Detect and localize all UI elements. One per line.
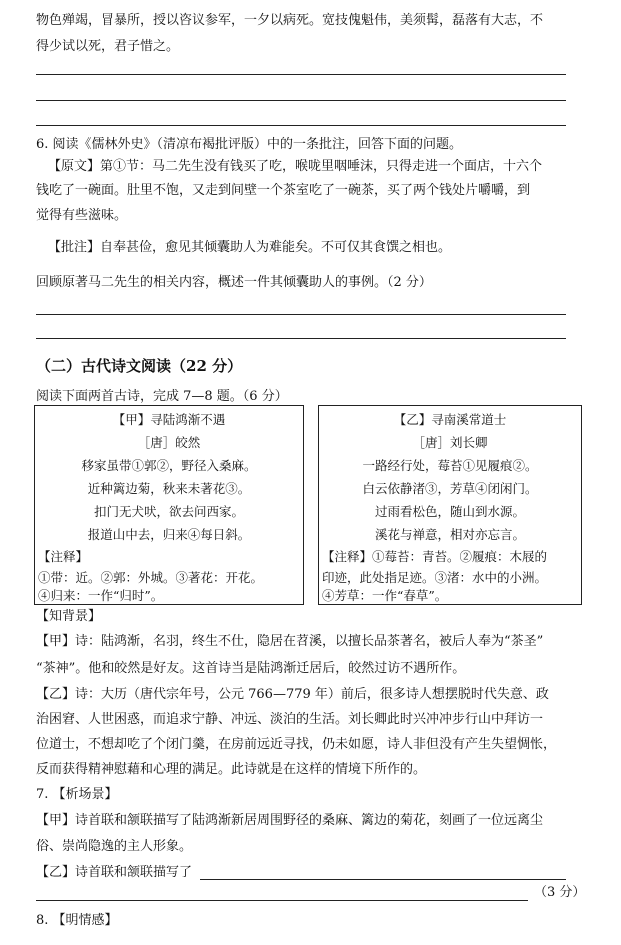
section-instruction: 阅读下面两首古诗，完成 7—8 题。（6 分）: [36, 389, 288, 404]
annotation-label: 【批注】: [48, 240, 101, 255]
q6-task: 回顾原著马二先生的相关内容，概述一件其倾囊助人的事例。（2 分）: [36, 275, 432, 290]
answer-line[interactable]: [36, 338, 566, 339]
poem-b-notes-label: 【注释】: [322, 549, 373, 564]
background-yi-3: 位道士，不想却吃了个闭门羹，在房前远近寻找，仍未如愿，诗人非但没有产生失望惆怅，: [36, 737, 557, 752]
original-label: 【原文】: [48, 159, 101, 174]
poem-b-title: 【乙】寻南溪常道士: [393, 412, 507, 427]
answer-line[interactable]: [36, 314, 566, 315]
poem-a-line-3: 扣门无犬吠，欲去问西家。: [93, 504, 244, 519]
answer-line[interactable]: [36, 100, 566, 101]
poem-a-note-1: ①带：近。②郭：外城。③著花：开花。: [38, 570, 264, 585]
q6-annotation: [48, 239, 451, 257]
background-yi-1: 【乙】诗：大历（唐代宗年号，公元 766—779 年）前后，很多诗人想摆脱时代失意、政: [36, 687, 549, 702]
poem-b-line-4: 溪花与禅意，相对亦忘言。: [374, 527, 525, 542]
poem-b-note-2: 印迹，此处指足迹。③渚：水中的小洲。: [322, 570, 548, 585]
poem-a-line-4: 报道山中去，归来④每日斜。: [87, 527, 251, 542]
q7-yi: 【乙】诗首联和颔联描写了: [36, 865, 193, 880]
original-text: 第①节：马二先生没有钱买了吃，喉咙里咽唾沫，只得走进一个面店，十六个: [100, 159, 543, 174]
poem-a-notes-label: 【注释】: [38, 549, 89, 564]
q7-jia-2: 俗、崇尚隐逸的主人形象。: [36, 839, 193, 854]
poem-b-line-1: 一路经行处，莓苔①见履痕②。: [362, 458, 538, 473]
annotation-text: 自奉甚俭，愈见其倾囊助人为难能矣。不可仅其食馔之相也。: [100, 240, 452, 255]
background-yi-4: 反而获得精神慰藉和心理的满足。此诗就是在这样的情境下所作的。: [36, 762, 427, 777]
section-title: （二）古代诗文阅读（22 分）: [36, 357, 243, 375]
answer-line[interactable]: [200, 879, 566, 880]
q6-original-line-3: 觉得有些滋味。: [36, 208, 128, 223]
poem-a-line-2: 近种篱边菊，秋来未著花③。: [87, 481, 251, 496]
q6-original-line-1: [48, 158, 542, 176]
q7-score: （3 分）: [534, 885, 586, 900]
poem-a-author: ［唐］皎然: [137, 435, 201, 450]
background-yi-2: 治困窘、人世困惑，而追求宁静、冲远、淡泊的生活。刘长卿此时兴冲冲步行山中拜访一: [36, 712, 544, 727]
top-text-line-2: 得少试以死，君子惜之。: [36, 39, 180, 54]
q6-original-line-2: 钱吃了一碗面。肚里不饱，又走到间壁一个茶室吃了一碗茶，买了两个钱处片嚼嚼，到: [36, 183, 531, 198]
background-jia-1: 【甲】诗：陆鸿渐，名羽，终生不仕，隐居在苕溪，以擅长品茶著名，被后人奉为“茶圣”: [36, 634, 544, 649]
q7-jia-1: 【甲】诗首联和颔联描写了陆鸿渐新居周围野径的桑麻、篱边的菊花，刻画了一位远离尘: [36, 813, 544, 828]
poem-b-note-3: ④芳草：一作“春草”。: [322, 588, 448, 603]
poem-a-title: 【甲】寻陆鸿渐不遇: [112, 412, 226, 427]
answer-line[interactable]: [36, 900, 528, 901]
poem-b-line-3: 过雨看松色，随山到水源。: [374, 504, 525, 519]
poem-a-line-1: 移家虽带①郭②，野径入桑麻。: [81, 458, 257, 473]
background-label: 【知背景】: [36, 609, 102, 624]
answer-line[interactable]: [36, 74, 566, 75]
poem-a-note-2: ④归来：一作“归时”。: [38, 588, 164, 603]
top-text-line-1: 物色殚竭，冒暴所，授以咨议参军，一夕以病死。宽技傀魁伟，美须髯，磊落有大志，不: [36, 13, 544, 28]
poem-b-line-2: 白云依静渚③，芳草④闭闲门。: [362, 481, 538, 496]
answer-line[interactable]: [36, 125, 566, 126]
background-jia-2: “茶神”。他和皎然是好友。这首诗当是陆鸿渐迁居后，皎然过访不遇所作。: [36, 661, 466, 676]
poem-b-note-1: 【注释】①莓苔：青苔。②履痕：木屐的: [322, 549, 548, 564]
q6-question: 6. 阅读《儒林外史》（清凉布褐批评版）中的一条批注，回答下面的问题。: [36, 137, 463, 152]
poem-b-author: ［唐］刘长卿: [412, 435, 488, 450]
q8-label: 8. 【明情感】: [36, 913, 118, 928]
q7-label: 7. 【析场景】: [36, 787, 118, 802]
